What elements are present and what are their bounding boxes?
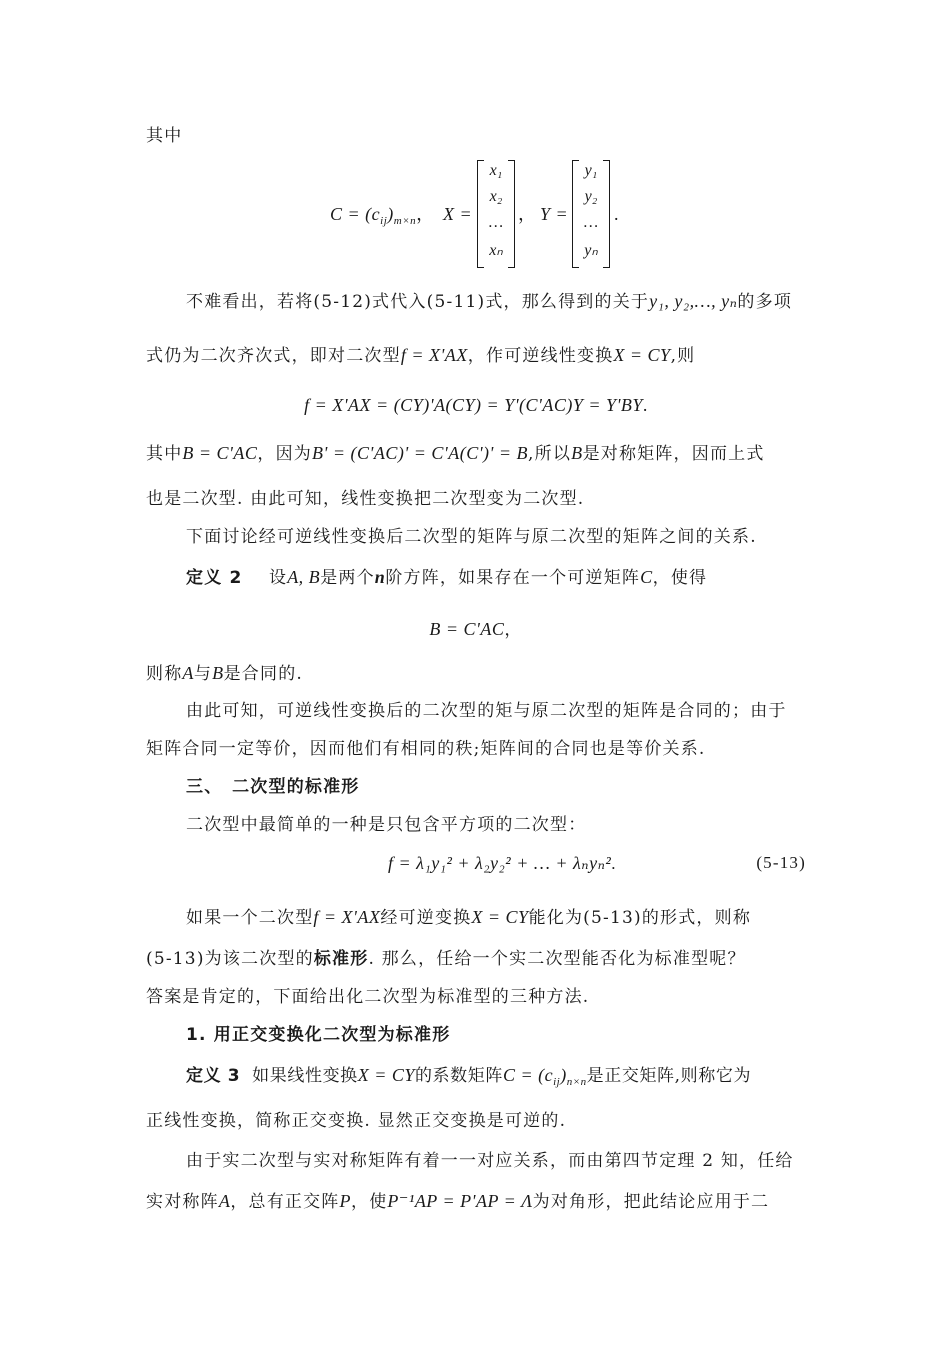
matrix-y-entry: yₙ (584, 242, 598, 259)
formula-c-def: $C = (c_{ij})_{m\times n}$， (330, 204, 435, 227)
definition-3: 定义 3 如果线性变换X = CY的系数矩阵$C = (c_{ij})_{n\times n}$是正交矩阵,则称它为 (186, 1065, 752, 1088)
text-line: 二次型中最简单的一种是只包含平方项的二次型： (186, 815, 587, 835)
text-line: 则称A与B是合同的. (146, 663, 304, 684)
label-qizhong: 其中 (146, 126, 183, 146)
text-line: 答案是肯定的，下面给出化二次型为标准型的三种方法. (146, 987, 590, 1007)
formula-x-label: X = (443, 204, 473, 224)
matrix-x-entry: … (488, 214, 504, 231)
definition-label: 定义 2 (186, 568, 243, 588)
matrix-x-entry: x₂ (489, 188, 503, 205)
text-line: (5-13)为该二次型的标准形. 那么，任给一个实二次型能否化为标准型呢？ (146, 949, 746, 969)
definition-label: 定义 3 (186, 1066, 241, 1086)
text-line: 矩阵合同一定等价，因而他们有相同的秩;矩阵间的合同也是等价关系. (146, 739, 706, 759)
text-line: 不难看出，若将(5-12)式代入(5-11)式，那么得到的关于y₁, y₂,…, yₙ的多项 (186, 291, 793, 312)
matrix-x-entry: xₙ (489, 242, 503, 259)
matrix-y-entry: y₂ (584, 188, 598, 205)
section-heading: 三、 二次型的标准形 (186, 777, 360, 797)
text-line: 正线性变换，简称正交变换. 显然正交变换是可逆的. (146, 1111, 567, 1131)
text-line: 也是二次型. 由此可知，线性变换把二次型变为二次型. (146, 489, 585, 509)
display-formula: B = C'AC， (429, 619, 523, 639)
definition-2: 定义 2 设A, B是两个n阶方阵，如果存在一个可逆矩阵C，使得 (186, 567, 708, 588)
matrix-x (477, 160, 515, 268)
text-line: 由于实二次型与实对称矩阵有着一一对应关系，而由第四节定理 2 知，任给 (186, 1151, 794, 1171)
text-line (146, 125, 182, 147)
subsection-heading: 1. 用正交变换化二次型为标准形 (186, 1025, 451, 1045)
text-line: 其中B = C'AC，因为B' = (C'AC)' = C'A(C')' = B,所以B是对称矩阵，因而上式 (146, 443, 765, 464)
equation-number: (5-13) (756, 853, 806, 872)
matrix-x-entry: x₁ (489, 162, 503, 179)
text-line: 如果一个二次型f = X'AX经可逆变换X = CY能化为(5-13)的形式，则称 (186, 907, 752, 928)
text-line: 实对称阵A，总有正交阵P，使P⁻¹AP = P'AP = Λ为对角形，把此结论应用于二 (146, 1191, 770, 1212)
formula-y-label: Y = (540, 204, 569, 224)
matrix-y (572, 160, 610, 268)
text-line: 式仍为二次齐次式，即对二次型f = X'AX，作可逆线性变换X = CY,则 (146, 345, 696, 366)
formula-end: . (614, 204, 619, 224)
matrix-y-entry: y₁ (584, 162, 598, 179)
display-formula: f = X'AX = (CY)'A(CY) = Y'(C'AC)Y = Y'BY. (304, 395, 648, 415)
formula-sep: ， (518, 204, 537, 224)
text-line: 由此可知，可逆线性变换后的二次型的矩与原二次型的矩阵是合同的；由于 (186, 701, 787, 721)
matrix-y-entry: … (583, 214, 599, 231)
display-formula-5-13: f = λ₁y₁² + λ₂y₂² + … + λₙyₙ². (388, 853, 617, 873)
text-line: 下面讨论经可逆线性变换后二次型的矩阵与原二次型的矩阵之间的关系. (186, 527, 757, 547)
